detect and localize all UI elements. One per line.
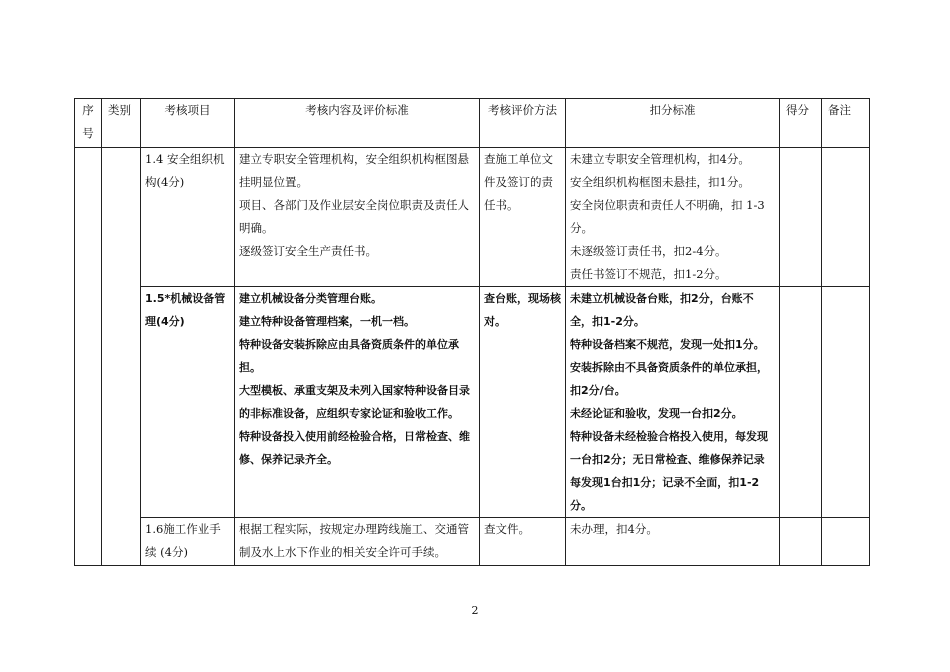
header-content: 考核内容及评价标准 [235,99,480,148]
deduction-line: 未建立机械设备台账，扣2分，台账不全，扣1-2分。 [570,292,754,328]
header-category: 类别 [102,99,141,148]
deduction-line: 安装拆除由不具备资质条件的单位承担，扣2分/台。 [570,361,768,397]
content-line: 建立专职安全管理机构，安全组织机构框图悬挂明显位置。 [239,152,469,189]
deduction-line: 未建立专职安全管理机构，扣4分。 [570,152,750,166]
deduction-line: 特种设备未经检验合格投入使用，每发现一台扣2分；无日常检查、维修保养记录每发现1台扣1分；记录不全面，扣1-2分。 [570,430,768,512]
method-cell: 查施工单位文件及签订的责任书。 [480,148,566,287]
content-cell [235,148,480,287]
deduction-line: 未经论证和验收，发现一台扣2分。 [570,407,743,420]
content-cell [235,518,480,566]
table-row [75,518,870,566]
content-line: 特种设备安装拆除应由具备资质条件的单位承担。 [239,338,459,374]
assessment-table [74,98,870,566]
header-method: 考核评价方法 [480,99,566,148]
header-index: 序号 [75,99,102,148]
content-line: 项目、各部门及作业层安全岗位职责及责任人明确。 [239,198,469,235]
content-line: 建立特种设备管理档案，一机一档。 [239,315,415,328]
remark-cell [822,148,870,287]
item-cell: 1.4 安全组织机构(4分) [141,148,235,287]
method-cell: 查文件。 [480,518,566,566]
table-row [75,148,870,287]
deduction-line: 责任书签订不规范，扣1-2分。 [570,267,727,281]
header-deduction: 扣分标准 [566,99,780,148]
header-score: 得分 [780,99,822,148]
score-cell [780,148,822,287]
deduction-cell [566,287,780,518]
page-number: 2 [471,604,479,617]
index-cell [75,148,102,566]
score-cell [780,287,822,518]
deduction-line: 安全组织机构框图未悬挂，扣1分。 [570,175,750,189]
header-item: 考核项目 [141,99,235,148]
deduction-line: 未办理，扣4分。 [570,522,658,536]
content-line: 特种设备投入使用前经检验合格，日常检查、维修、保养记录齐全。 [239,430,470,466]
deduction-cell [566,148,780,287]
content-line: 大型模板、承重支架及未列入国家特种设备目录的非标准设备，应组织专家论证和验收工作。 [239,384,470,420]
remark-cell [822,518,870,566]
deduction-line: 未逐级签订责任书，扣2-4分。 [570,244,727,258]
content-line: 建立机械设备分类管理台账。 [239,292,382,305]
method-cell: 查台账，现场核对。 [480,287,566,518]
content-line: 逐级签订安全生产责任书。 [239,244,377,258]
header-row [75,99,870,148]
item-cell: 1.5*机械设备管理(4分) [141,287,235,518]
deduction-line: 特种设备档案不规范，发现一处扣1分。 [570,338,765,351]
table-row [75,287,870,518]
header-remark: 备注 [822,99,870,148]
deduction-line: 安全岗位职责和责任人不明确，扣 1-3分。 [570,198,765,235]
remark-cell [822,287,870,518]
content-line: 根据工程实际，按规定办理跨线施工、交通管制及水上水下作业的相关安全许可手续。 [239,522,469,559]
category-cell [102,148,141,566]
content-cell [235,287,480,518]
item-cell: 1.6施工作业手续 (4分) [141,518,235,566]
score-cell [780,518,822,566]
deduction-cell [566,518,780,566]
